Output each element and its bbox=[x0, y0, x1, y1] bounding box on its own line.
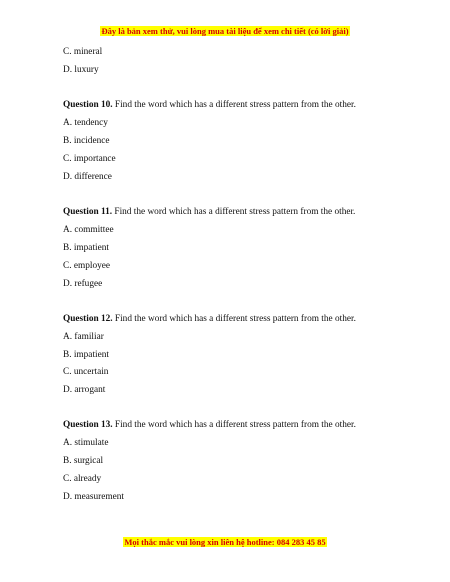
option-c: C. mineral bbox=[63, 47, 103, 57]
option-c: C. already bbox=[63, 474, 102, 484]
question-12 bbox=[63, 314, 356, 324]
question-prompt: Find the word which has a different stress pattern from the other. bbox=[114, 420, 356, 430]
option-a: A. stimulate bbox=[63, 438, 109, 448]
option-b: B. incidence bbox=[63, 136, 110, 146]
option-b: B. surgical bbox=[63, 456, 104, 466]
option-b: B. impatient bbox=[63, 243, 109, 253]
question-prompt: Find the word which has a different stress pattern from the other. bbox=[114, 314, 356, 324]
option-d: D. arrogant bbox=[63, 385, 106, 395]
header-banner-text: Đây là bản xem thử, vui lòng mua tài liệu để xem chi tiết (có lời giải) bbox=[101, 26, 349, 36]
option-c: C. employee bbox=[63, 261, 110, 271]
question-label: Question 12. bbox=[63, 314, 113, 324]
question-11 bbox=[63, 207, 355, 217]
question-13 bbox=[63, 420, 356, 430]
footer-banner bbox=[0, 537, 450, 547]
option-a: A. familiar bbox=[63, 332, 104, 342]
option-d: D. refugee bbox=[63, 279, 103, 289]
option-b: B. impatient bbox=[63, 350, 109, 360]
option-a: A. tendency bbox=[63, 118, 108, 128]
question-label: Question 11. bbox=[63, 207, 113, 217]
option-a: A. committee bbox=[63, 225, 114, 235]
option-d: D. difference bbox=[63, 172, 112, 182]
question-label: Question 10. bbox=[63, 100, 113, 110]
option-d: D. measurement bbox=[63, 492, 124, 502]
question-prompt: Find the word which has a different stress pattern from the other. bbox=[114, 100, 356, 110]
option-d: D. luxury bbox=[63, 65, 99, 75]
header-banner bbox=[0, 26, 450, 36]
question-10 bbox=[63, 100, 356, 110]
question-prompt: Find the word which has a different stress pattern from the other. bbox=[114, 207, 356, 217]
footer-banner-text: Mọi thắc mắc vui lòng xin liên hệ hotline: 084 283 45 85 bbox=[124, 537, 326, 547]
option-c: C. importance bbox=[63, 154, 116, 164]
option-c: C. uncertain bbox=[63, 367, 109, 377]
question-label: Question 13. bbox=[63, 420, 113, 430]
